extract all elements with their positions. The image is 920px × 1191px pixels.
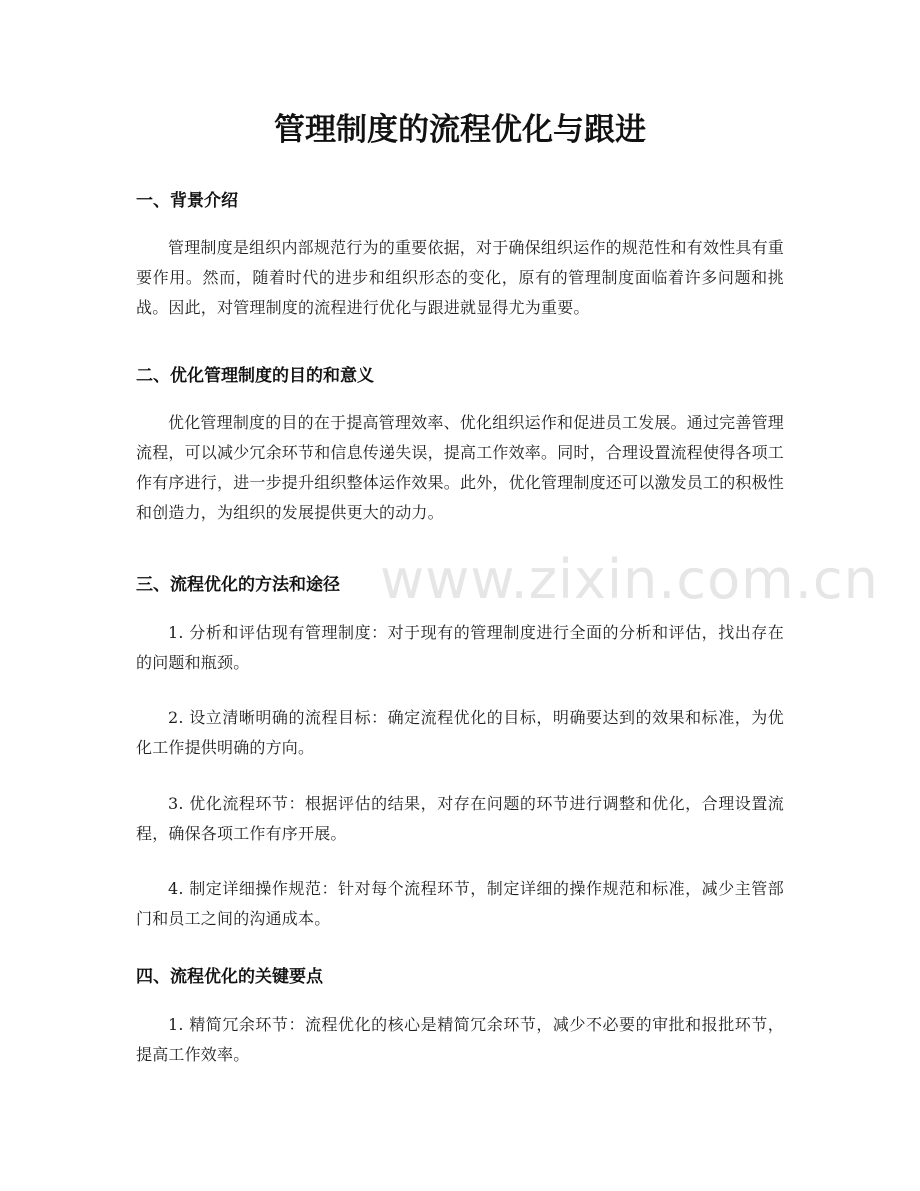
list-item-method-3: 3. 优化流程环节：根据评估的结果，对存在问题的环节进行调整和优化，合理设置流程，确保各项工作有序开展。 (136, 794, 784, 843)
list-item-key-point-1: 1. 精简冗余环节：流程优化的核心是精简冗余环节，减少不必要的审批和报批环节，提高工作效率。 (136, 1015, 784, 1064)
document-title: 管理制度的流程优化与跟进 (274, 112, 646, 148)
section-heading-key-points: 四、流程优化的关键要点 (136, 967, 323, 987)
list-item-method-4: 4. 制定详细操作规范：针对每个流程环节，制定详细的操作规范和标准，减少主管部门和员工之间的沟通成本。 (136, 879, 784, 928)
watermark: www.zixin.com.cn (380, 548, 879, 611)
section-heading-methods: 三、流程优化的方法和途径 (136, 575, 340, 595)
section-heading-purpose: 二、优化管理制度的目的和意义 (136, 366, 374, 386)
section-heading-background: 一、背景介绍 (136, 191, 238, 211)
list-item-method-1: 1. 分析和评估现有管理制度：对于现有的管理制度进行全面的分析和评估，找出存在的问题和瓶颈。 (136, 623, 784, 672)
paragraph-purpose: 优化管理制度的目的在于提高管理效率、优化组织运作和促进员工发展。通过完善管理流程，可以减少冗余环节和信息传递失误，提高工作效率。同时，合理设置流程使得各项工作有序进行，进一步提升组织整体运作效果。此外，优化管理制度还可以激发员工的积极性和创造力，为组织的发展提供更大的动力。 (136, 413, 785, 522)
paragraph-background: 管理制度是组织内部规范行为的重要依据，对于确保组织运作的规范性和有效性具有重要作用。然而，随着时代的进步和组织形态的变化，原有的管理制度面临着许多问题和挑战。因此，对管理制度的流程进行优化与跟进就显得尤为重要。 (136, 238, 784, 317)
list-item-method-2: 2. 设立清晰明确的流程目标：确定流程优化的目标，明确要达到的效果和标准，为优化工作提供明确的方向。 (136, 708, 784, 757)
